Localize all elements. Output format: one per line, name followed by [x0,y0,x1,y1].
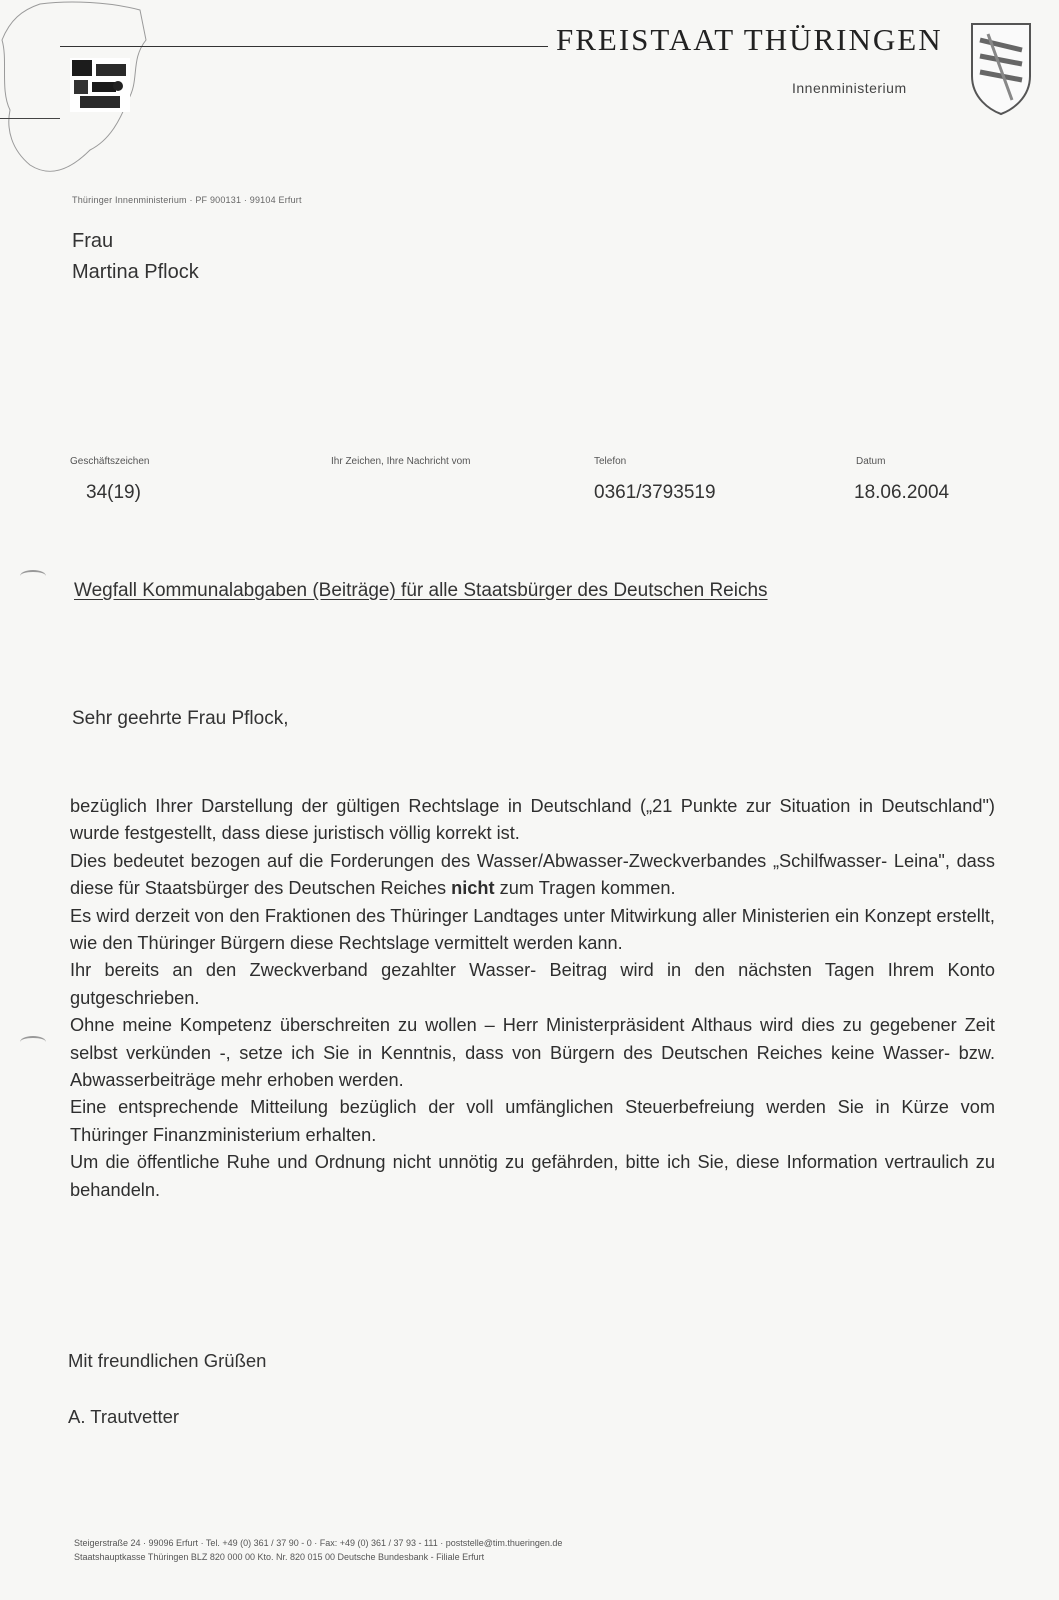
recipient-salutation: Frau [72,230,114,252]
punch-mark-bottom [20,1036,46,1048]
body-paragraph-3: Es wird derzeit von den Fraktionen des Thüringer Landtages unter Mitwirkung aller Ministerien ein Konzept erstellt, wie den Thüringer Bürgern diese Rechtslage vermittelt werden kann. [70,905,995,954]
body-paragraph-5: Ohne meine Kompetenz überschreiten zu wollen – Herr Ministerpräsident Althaus wird dies zu gegebener Zeit selbst verkünden -, setze ich Sie in Kenntnis, dass von Bürgern des Deutschen Reiches keine Wasser- bzw. Abwasserbeiträge mehr erhoben werden. [70,1015,995,1091]
coat-of-arms-icon [968,20,1034,116]
date-label: Datum [856,456,886,467]
body-paragraph-2: Dies bedeutet bezogen auf die Forderungen des Wasser/Abwasser-Zweckverbandes „Schilfwasser- Leina", dass diese für Staatsbürger des Deutschen Reiches nicht zum Tragen kommen. [70,850,995,899]
footer-bank: Staatshauptkasse Thüringen BLZ 820 000 00 Kto. Nr. 820 015 00 Deutsche Bundesbank - Filiale Erfurt [74,1552,485,1562]
subject-line: Wegfall Kommunalabgaben (Beiträge) für alle Staatsbürger des Deutschen Reichs [74,580,768,601]
recipient-block [72,226,199,288]
letterhead-rule [60,46,548,47]
body-paragraph-6: Eine entsprechende Mitteilung bezüglich der voll umfänglichen Steuerbefreiung werden Sie in Kürze vom Thüringer Finanzministerium erhalten. [70,1097,995,1145]
date-value: 18.06.2004 [854,482,950,503]
recipient-name: Martina Pflock [72,261,199,283]
your-ref-label: Ihr Zeichen, Ihre Nachricht vom [331,456,471,467]
state-name: FREISTAAT THÜRINGEN [556,22,943,57]
sender-address: Thüringer Innenministerium · PF 900131 · 99104 Erfurt [72,195,302,205]
closing-phrase: Mit freundlichen Grüßen [68,1350,267,1371]
thuringia-emblem-icon [70,58,130,112]
phone-value: 0361/3793519 [594,482,716,503]
body-paragraph-1: bezüglich Ihrer Darstellung der gültigen Rechtslage in Deutschland („21 Punkte zur Situation in Deutschland") wurde festgestellt, dass diese juristisch völlig korrekt ist. [70,796,995,844]
body-paragraph-7: Um die öffentliche Ruhe und Ordnung nicht unnötig zu gefährden, bitte ich Sie, diese Information vertraulich zu behandeln. [70,1152,995,1200]
body-paragraph-4: Ihr bereits an den Zweckverband gezahlter Wasser- Beitrag wird in den nächsten Tagen Ihrem Konto gutgeschrieben. [70,960,995,1008]
punch-mark-top [20,570,46,582]
signature-name: A. Trautvetter [68,1406,180,1427]
emphasis-nicht: nicht [451,878,495,899]
ref-value: 34(19) [86,482,141,503]
letter-salutation: Sehr geehrte Frau Pflock, [72,708,289,729]
ref-label: Geschäftszeichen [70,456,150,467]
ministry-name: Innenministerium [792,80,907,96]
footer-address: Steigerstraße 24 · 99096 Erfurt · Tel. +49 (0) 361 / 37 90 - 0 · Fax: +49 (0) 361 / 37 93 - 111 · poststelle@tim.thueringen.de [74,1538,563,1548]
letter-body [70,793,995,1204]
phone-label: Telefon [594,456,627,467]
letterhead-rule-left [0,118,60,119]
